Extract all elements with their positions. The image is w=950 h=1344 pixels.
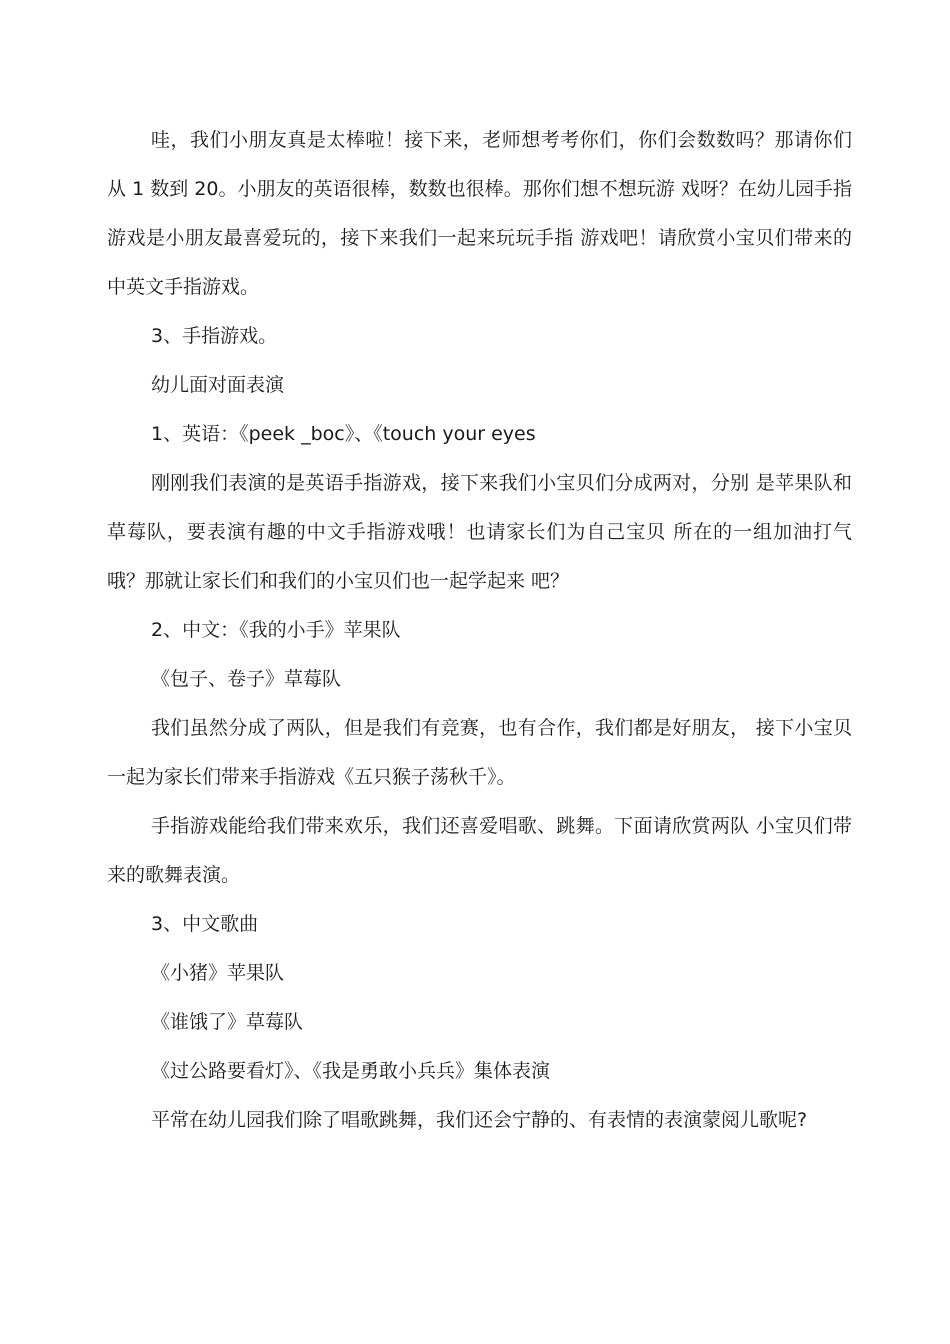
paragraph-nursery-rhymes: 平常在幼儿园我们除了唱歌跳舞，我们还会宁静的、有表情的表演蒙阅儿歌呢? xyxy=(151,1109,808,1131)
item-strawberry-team: 《包子、卷子》草莓队 xyxy=(151,668,342,690)
item-who-is-hungry: 《谁饿了》草莓队 xyxy=(151,1011,304,1033)
item-english-games: 1、英语：《peek _boc》、《touch your eyes xyxy=(151,423,536,445)
paragraph-song-dance: 手指游戏能给我们带来欢乐，我们还喜爱唱歌、跳舞。下面请欣赏两队 小宝贝们带来的歌舞表演。 xyxy=(107,815,852,886)
section-heading-finger-games: 3、手指游戏。 xyxy=(151,325,278,347)
item-chinese-apple-team: 2、中文：《我的小手》苹果队 xyxy=(151,619,401,641)
item-group-performance: 《过公路要看灯》、《我是勇敢小兵兵》集体表演 xyxy=(151,1060,551,1082)
paragraph-intro-counting: 哇，我们小朋友真是太棒啦！接下来，老师想考考你们，你们会数数吗？那请你们从 1 数到 20。小朋友的英语很棒，数数也很棒。那你们想不想玩游 戏呀？在幼儿园手指游戏是小朋友最喜爱玩的，接下来我们一起来玩玩手指 游戏吧！请欣赏小宝贝们带来的中英文手指游戏。 xyxy=(107,129,852,298)
item-little-pig: 《小猪》苹果队 xyxy=(151,962,285,984)
paragraph-teams: 刚刚我们表演的是英语手指游戏，接下来我们小宝贝们分成两对，分别 是苹果队和草莓队，要表演有趣的中文手指游戏哦！也请家长们为自己宝贝 所在的一组加油打气哦？那就让家长们和我们的小宝贝们也一起学起来 吧？ xyxy=(107,472,852,592)
paragraph-competition: 我们虽然分成了两队，但是我们有竞赛，也有合作，我们都是好朋友， 接下小宝贝一起为家长们带来手指游戏《五只猴子荡秋千》。 xyxy=(107,717,852,788)
paragraph-face-to-face: 幼儿面对面表演 xyxy=(151,374,285,396)
document-body xyxy=(107,116,852,1145)
section-heading-chinese-songs: 3、中文歌曲 xyxy=(151,913,259,935)
